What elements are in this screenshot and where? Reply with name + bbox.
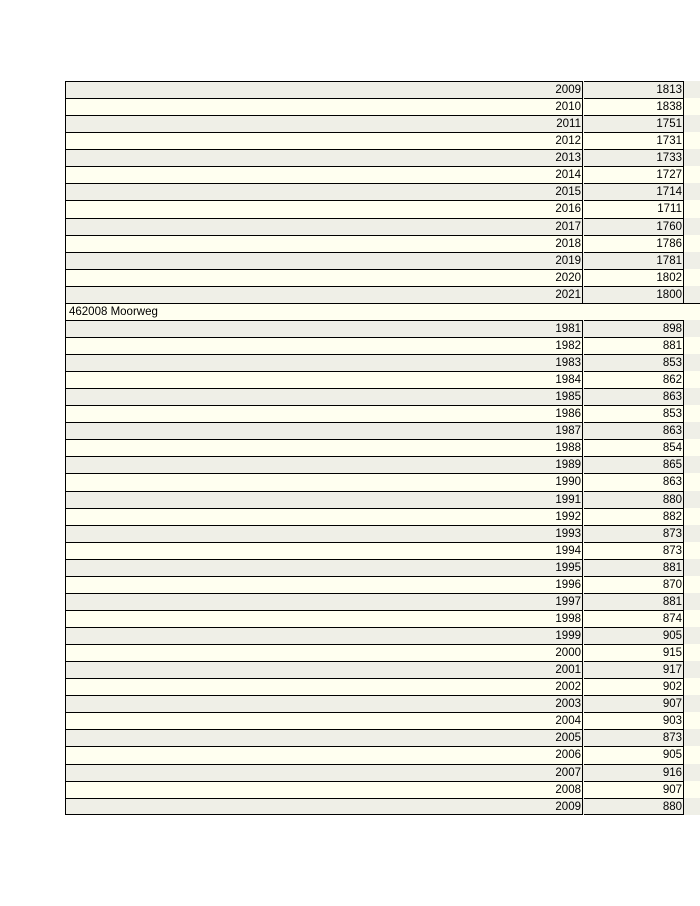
value-cell: 873 <box>584 525 684 542</box>
value-cell: 1786 <box>584 235 684 252</box>
table-row <box>65 422 700 439</box>
year-cell: 2009 <box>461 798 583 815</box>
blank-cell <box>65 695 461 712</box>
value-cell: 863 <box>584 422 684 439</box>
blank-cell <box>65 456 461 473</box>
value-cell: 917 <box>584 661 684 678</box>
table-row <box>65 559 700 576</box>
blank-cell <box>65 337 461 354</box>
value-cell: 1733 <box>584 149 684 166</box>
value-cell: 862 <box>584 371 684 388</box>
table-row <box>65 542 700 559</box>
blank-cell <box>65 559 461 576</box>
table-row <box>65 678 700 695</box>
station-label: 462008 Moorweg <box>69 305 158 318</box>
year-cell: 1999 <box>461 627 583 644</box>
value-cell: 1781 <box>584 252 684 269</box>
table-row <box>65 149 700 166</box>
year-cell: 1995 <box>461 559 583 576</box>
blank-cell <box>65 593 461 610</box>
year-cell: 1988 <box>461 439 583 456</box>
blank-cell <box>65 81 461 98</box>
value-cell: 898 <box>584 320 684 337</box>
table-row <box>65 269 700 286</box>
blank-cell <box>65 798 461 815</box>
year-cell: 1986 <box>461 405 583 422</box>
blank-cell <box>65 712 461 729</box>
value-cell: 903 <box>584 712 684 729</box>
year-cell: 2003 <box>461 695 583 712</box>
year-cell: 2002 <box>461 678 583 695</box>
table-row <box>65 746 700 763</box>
blank-cell <box>65 661 461 678</box>
station-header-row <box>65 303 700 320</box>
value-cell: 1802 <box>584 269 684 286</box>
table-row <box>65 98 700 115</box>
blank-cell <box>65 235 461 252</box>
value-cell: 853 <box>584 354 684 371</box>
table-row <box>65 337 700 354</box>
year-cell: 1982 <box>461 337 583 354</box>
year-cell: 2010 <box>461 98 583 115</box>
value-cell: 1727 <box>584 166 684 183</box>
year-cell: 2020 <box>461 269 583 286</box>
table-row <box>65 695 700 712</box>
blank-cell <box>65 491 461 508</box>
value-cell: 853 <box>584 405 684 422</box>
blank-cell <box>65 405 461 422</box>
year-cell: 2013 <box>461 149 583 166</box>
table-row <box>65 491 700 508</box>
year-cell: 2012 <box>461 132 583 149</box>
value-cell: 1714 <box>584 183 684 200</box>
blank-cell <box>65 576 461 593</box>
year-cell: 2009 <box>461 81 583 98</box>
year-cell: 2014 <box>461 166 583 183</box>
value-cell: 902 <box>584 678 684 695</box>
blank-cell <box>65 286 461 303</box>
value-cell: 916 <box>584 764 684 781</box>
blank-cell <box>65 166 461 183</box>
table-row <box>65 388 700 405</box>
year-cell: 1997 <box>461 593 583 610</box>
value-cell: 1813 <box>584 81 684 98</box>
table-row <box>65 439 700 456</box>
year-cell: 2018 <box>461 235 583 252</box>
year-cell: 2015 <box>461 183 583 200</box>
value-cell: 915 <box>584 644 684 661</box>
table-row <box>65 115 700 132</box>
blank-cell <box>65 422 461 439</box>
value-cell: 1711 <box>584 200 684 217</box>
blank-cell <box>65 644 461 661</box>
value-cell: 905 <box>584 627 684 644</box>
table-row <box>65 798 700 815</box>
value-cell: 873 <box>584 542 684 559</box>
blank-cell <box>65 473 461 490</box>
table-row <box>65 764 700 781</box>
year-cell: 1984 <box>461 371 583 388</box>
blank-cell <box>65 252 461 269</box>
blank-cell <box>65 781 461 798</box>
year-cell: 2016 <box>461 200 583 217</box>
table-row <box>65 286 700 303</box>
blank-cell <box>65 98 461 115</box>
table-row <box>65 81 700 98</box>
year-cell: 2004 <box>461 712 583 729</box>
blank-cell <box>65 354 461 371</box>
table-row <box>65 729 700 746</box>
blank-cell <box>65 729 461 746</box>
blank-cell <box>65 115 461 132</box>
year-cell: 1985 <box>461 388 583 405</box>
year-cell: 1987 <box>461 422 583 439</box>
table-row <box>65 473 700 490</box>
table-row <box>65 235 700 252</box>
value-cell: 1751 <box>584 115 684 132</box>
blank-cell <box>65 678 461 695</box>
blank-cell <box>65 218 461 235</box>
year-cell: 2001 <box>461 661 583 678</box>
blank-cell <box>65 627 461 644</box>
value-cell: 1800 <box>584 286 684 303</box>
year-cell: 2000 <box>461 644 583 661</box>
year-cell: 1991 <box>461 491 583 508</box>
blank-cell <box>65 439 461 456</box>
table-row <box>65 593 700 610</box>
table-row <box>65 132 700 149</box>
value-cell: 907 <box>584 781 684 798</box>
table-row <box>65 166 700 183</box>
value-cell: 863 <box>584 473 684 490</box>
blank-cell <box>65 542 461 559</box>
blank-cell <box>65 320 461 337</box>
blank-cell <box>65 200 461 217</box>
blank-cell <box>65 269 461 286</box>
year-cell: 1993 <box>461 525 583 542</box>
blank-cell <box>65 371 461 388</box>
blank-cell <box>65 388 461 405</box>
year-cell: 1989 <box>461 456 583 473</box>
value-cell: 881 <box>584 559 684 576</box>
year-cell: 2008 <box>461 781 583 798</box>
year-cell: 2005 <box>461 729 583 746</box>
table-row <box>65 508 700 525</box>
table-row <box>65 525 700 542</box>
table-row <box>65 576 700 593</box>
table-row <box>65 183 700 200</box>
value-cell: 905 <box>584 746 684 763</box>
blank-cell <box>65 610 461 627</box>
year-cell: 1994 <box>461 542 583 559</box>
year-cell: 2021 <box>461 286 583 303</box>
blank-cell <box>65 132 461 149</box>
value-cell: 870 <box>584 576 684 593</box>
data-table <box>65 81 700 815</box>
year-cell: 1983 <box>461 354 583 371</box>
year-cell: 1992 <box>461 508 583 525</box>
table-row <box>65 200 700 217</box>
blank-cell <box>65 764 461 781</box>
year-cell: 1998 <box>461 610 583 627</box>
blank-cell <box>65 183 461 200</box>
value-cell: 880 <box>584 798 684 815</box>
value-cell: 881 <box>584 593 684 610</box>
table-row <box>65 781 700 798</box>
table-row <box>65 320 700 337</box>
table-row <box>65 252 700 269</box>
year-cell: 2017 <box>461 218 583 235</box>
value-cell: 854 <box>584 439 684 456</box>
value-cell: 863 <box>584 388 684 405</box>
year-cell: 1990 <box>461 473 583 490</box>
value-cell: 880 <box>584 491 684 508</box>
year-cell: 2019 <box>461 252 583 269</box>
table-row <box>65 661 700 678</box>
blank-cell <box>65 149 461 166</box>
table-row <box>65 712 700 729</box>
value-cell: 882 <box>584 508 684 525</box>
table-row <box>65 456 700 473</box>
year-cell: 2007 <box>461 764 583 781</box>
value-cell: 874 <box>584 610 684 627</box>
value-cell: 1760 <box>584 218 684 235</box>
table-row <box>65 405 700 422</box>
table-row <box>65 218 700 235</box>
blank-cell <box>65 525 461 542</box>
value-cell: 873 <box>584 729 684 746</box>
table-row <box>65 371 700 388</box>
value-cell: 881 <box>584 337 684 354</box>
table-row <box>65 354 700 371</box>
table-row <box>65 644 700 661</box>
blank-cell <box>65 746 461 763</box>
year-cell: 1981 <box>461 320 583 337</box>
value-cell: 1838 <box>584 98 684 115</box>
table-row <box>65 610 700 627</box>
table-row <box>65 627 700 644</box>
value-cell: 907 <box>584 695 684 712</box>
value-cell: 1731 <box>584 132 684 149</box>
value-cell: 865 <box>584 456 684 473</box>
year-cell: 2006 <box>461 746 583 763</box>
year-cell: 2011 <box>461 115 583 132</box>
blank-cell <box>65 508 461 525</box>
year-cell: 1996 <box>461 576 583 593</box>
